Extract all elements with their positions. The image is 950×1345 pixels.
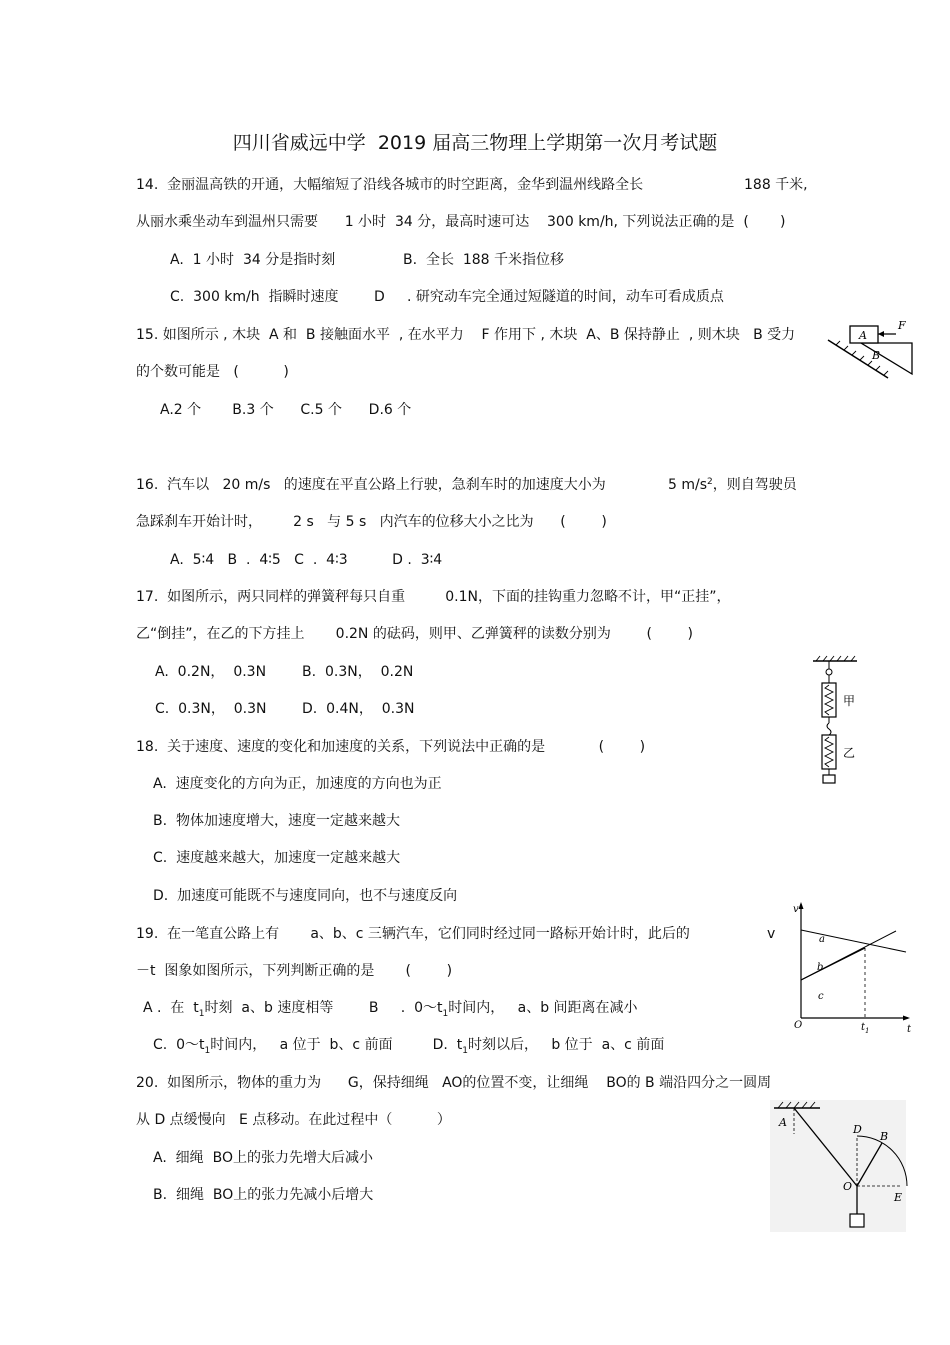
q16-acceleration [668,476,797,494]
q19-label-t1-text: t [861,1022,866,1033]
q19-label-a: a [819,934,825,945]
q14-option-c: C. 300 km/h 指瞬时速度 [170,289,339,305]
q15-label-b: B [872,349,881,362]
q19-option-d-sub: 1 [462,1046,468,1056]
q19-line1-tail: v [767,926,776,942]
q19-option-a-start: A . 在 t [143,1000,199,1016]
q16-line2: 急踩刹车开始计时， 2 s 与 5 s 内汽车的位移大小之比为 ( ) [136,514,607,530]
q19-label-c: c [818,991,824,1002]
q19-label-b: b [817,962,824,973]
q20-label-e: E [894,1191,903,1204]
q15-line2: 的个数可能是 ( ) [136,364,289,380]
q18-option-c: C. 速度越来越大，加速度一定越来越大 [153,850,401,866]
q19-options-cd [153,1036,664,1056]
q19-option-a-sub: 1 [198,1009,205,1019]
q18-option-b: B. 物体加速度增大，速度一定越来越大 [153,813,400,829]
q19-line2: －t 图象如图所示，下列判断正确的是 ( ) [136,963,453,979]
q19-axis-t: t [907,1024,912,1035]
q14-line1-tail: 188 千米, [744,177,808,193]
q17-option-c: C. 0.3N， 0.3N [155,701,267,717]
page-title: 四川省威远中学 2019 届高三物理上学期第一次月考试题 [232,132,718,154]
q18-option-a: A. 速度变化的方向为正，加速度的方向也为正 [153,776,442,792]
q19-label-t1-sub: 1 [865,1027,870,1035]
q16-accel-exponent: 2 [707,477,713,487]
q20-rope-figure [770,1100,906,1232]
q16-options: A. 5∶4 B . 4∶5 C . 4∶3 D . 3∶4 [170,552,443,568]
q19-label-t1 [861,1022,870,1035]
q14-line1: 14. 金丽温高铁的开通，大幅缩短了沿线各城市的时空距离，金华到温州线路全长 [136,177,644,193]
q16-line1-end: ，则自驾驶员 [712,477,797,493]
q17-option-b: B. 0.3N， 0.2N [302,664,414,680]
q19-option-d-end: 时刻以后， b 位于 a、c 前面 [468,1037,665,1053]
q15-options: A.2 个 B.3 个 C.5 个 D.6 个 [160,402,412,418]
q14-option-a: A. 1 小时 34 分是指时刻 [170,252,336,268]
q19-option-b-end: 时间内， a、b 间距离在减小 [448,1000,638,1016]
q19-vt-graph [790,900,915,1035]
q14-option-d: D . 研究动车完全通过短隧道的时间，动车可看成质点 [374,289,724,305]
q19-line1: 19. 在一笔直公路上有 a、b、c 三辆汽车，它们同时经过同一路标开始计时，此后的 [136,926,690,942]
q17-spring-scale-figure [810,655,870,787]
q20-option-b: B. 细绳 BO上的张力先减小后增大 [153,1187,374,1203]
q20-label-a: A [779,1116,787,1129]
q17-line2: 乙“倒挂”，在乙的下方挂上 0.2N 的砝码，则甲、乙弹簧秤的读数分别为 ( ) [136,626,693,642]
q15-label-f: F [898,319,906,332]
q15-line1: 15. 如图所示 , 木块 A 和 B 接触面水平 , 在水平力 F 作用下 , 木块 A、B 保持静止 , 则木块 B 受力 [136,327,796,343]
q19-origin: O [794,1020,803,1031]
q18-line1: 18. 关于速度、速度的变化和加速度的关系，下列说法中正确的是 ( ) [136,739,646,755]
q19-option-b-sub: 1 [442,1009,449,1019]
q17-line1: 17. 如图所示，两只同样的弹簧秤每只自重 0.1N，下面的挂钩重力忽略不计，甲“正挂”， [136,589,731,605]
q17-label-jia: 甲 [843,694,856,708]
q18-option-d: D. 加速度可能既不与速度同向，也不与速度反向 [153,888,458,904]
q19-option-c-mid: 时间内， a 位于 b、c 前面 D. t [210,1037,463,1053]
q16-line1: 16. 汽车以 20 m/s 的速度在平直公路上行驶，急刹车时的加速度大小为 [136,477,606,493]
q19-option-c-start: C. 0～t [153,1037,205,1053]
q17-option-d: D. 0.4N， 0.3N [302,701,415,717]
q19-axis-v: v [793,904,799,915]
q20-label-b: B [880,1130,889,1143]
q20-option-a: A. 细绳 BO上的张力先增大后减小 [153,1150,373,1166]
q20-line2: 从 D 点缓慢向 E 点移动。在此过程中（ ） [136,1112,451,1128]
q14-option-b: B. 全长 188 千米指位移 [403,252,565,268]
q19-options-ab [143,999,638,1019]
q17-option-a: A. 0.2N， 0.3N [155,664,267,680]
q16-accel-value: 5 m/s [668,477,708,493]
q17-label-yi: 乙 [843,746,856,760]
q19-option-a-mid: 时刻 a、b 速度相等 B . 0～t [204,1000,443,1016]
q20-line1: 20. 如图所示，物体的重力为 G，保持细绳 AO的位置不变，让细绳 BO的 B 端沿四分之一圆周 [136,1075,772,1091]
q20-label-o: O [843,1180,853,1193]
q14-line2: 从丽水乘坐动车到温州只需要 1 小时 34 分，最高时速可达 300 km/h, 下列说法正确的是 ( ) [136,214,786,230]
q19-option-c-sub: 1 [204,1046,211,1056]
q15-label-a: A [859,329,867,342]
q15-block-figure [824,318,924,384]
q20-label-d: D [853,1123,862,1136]
